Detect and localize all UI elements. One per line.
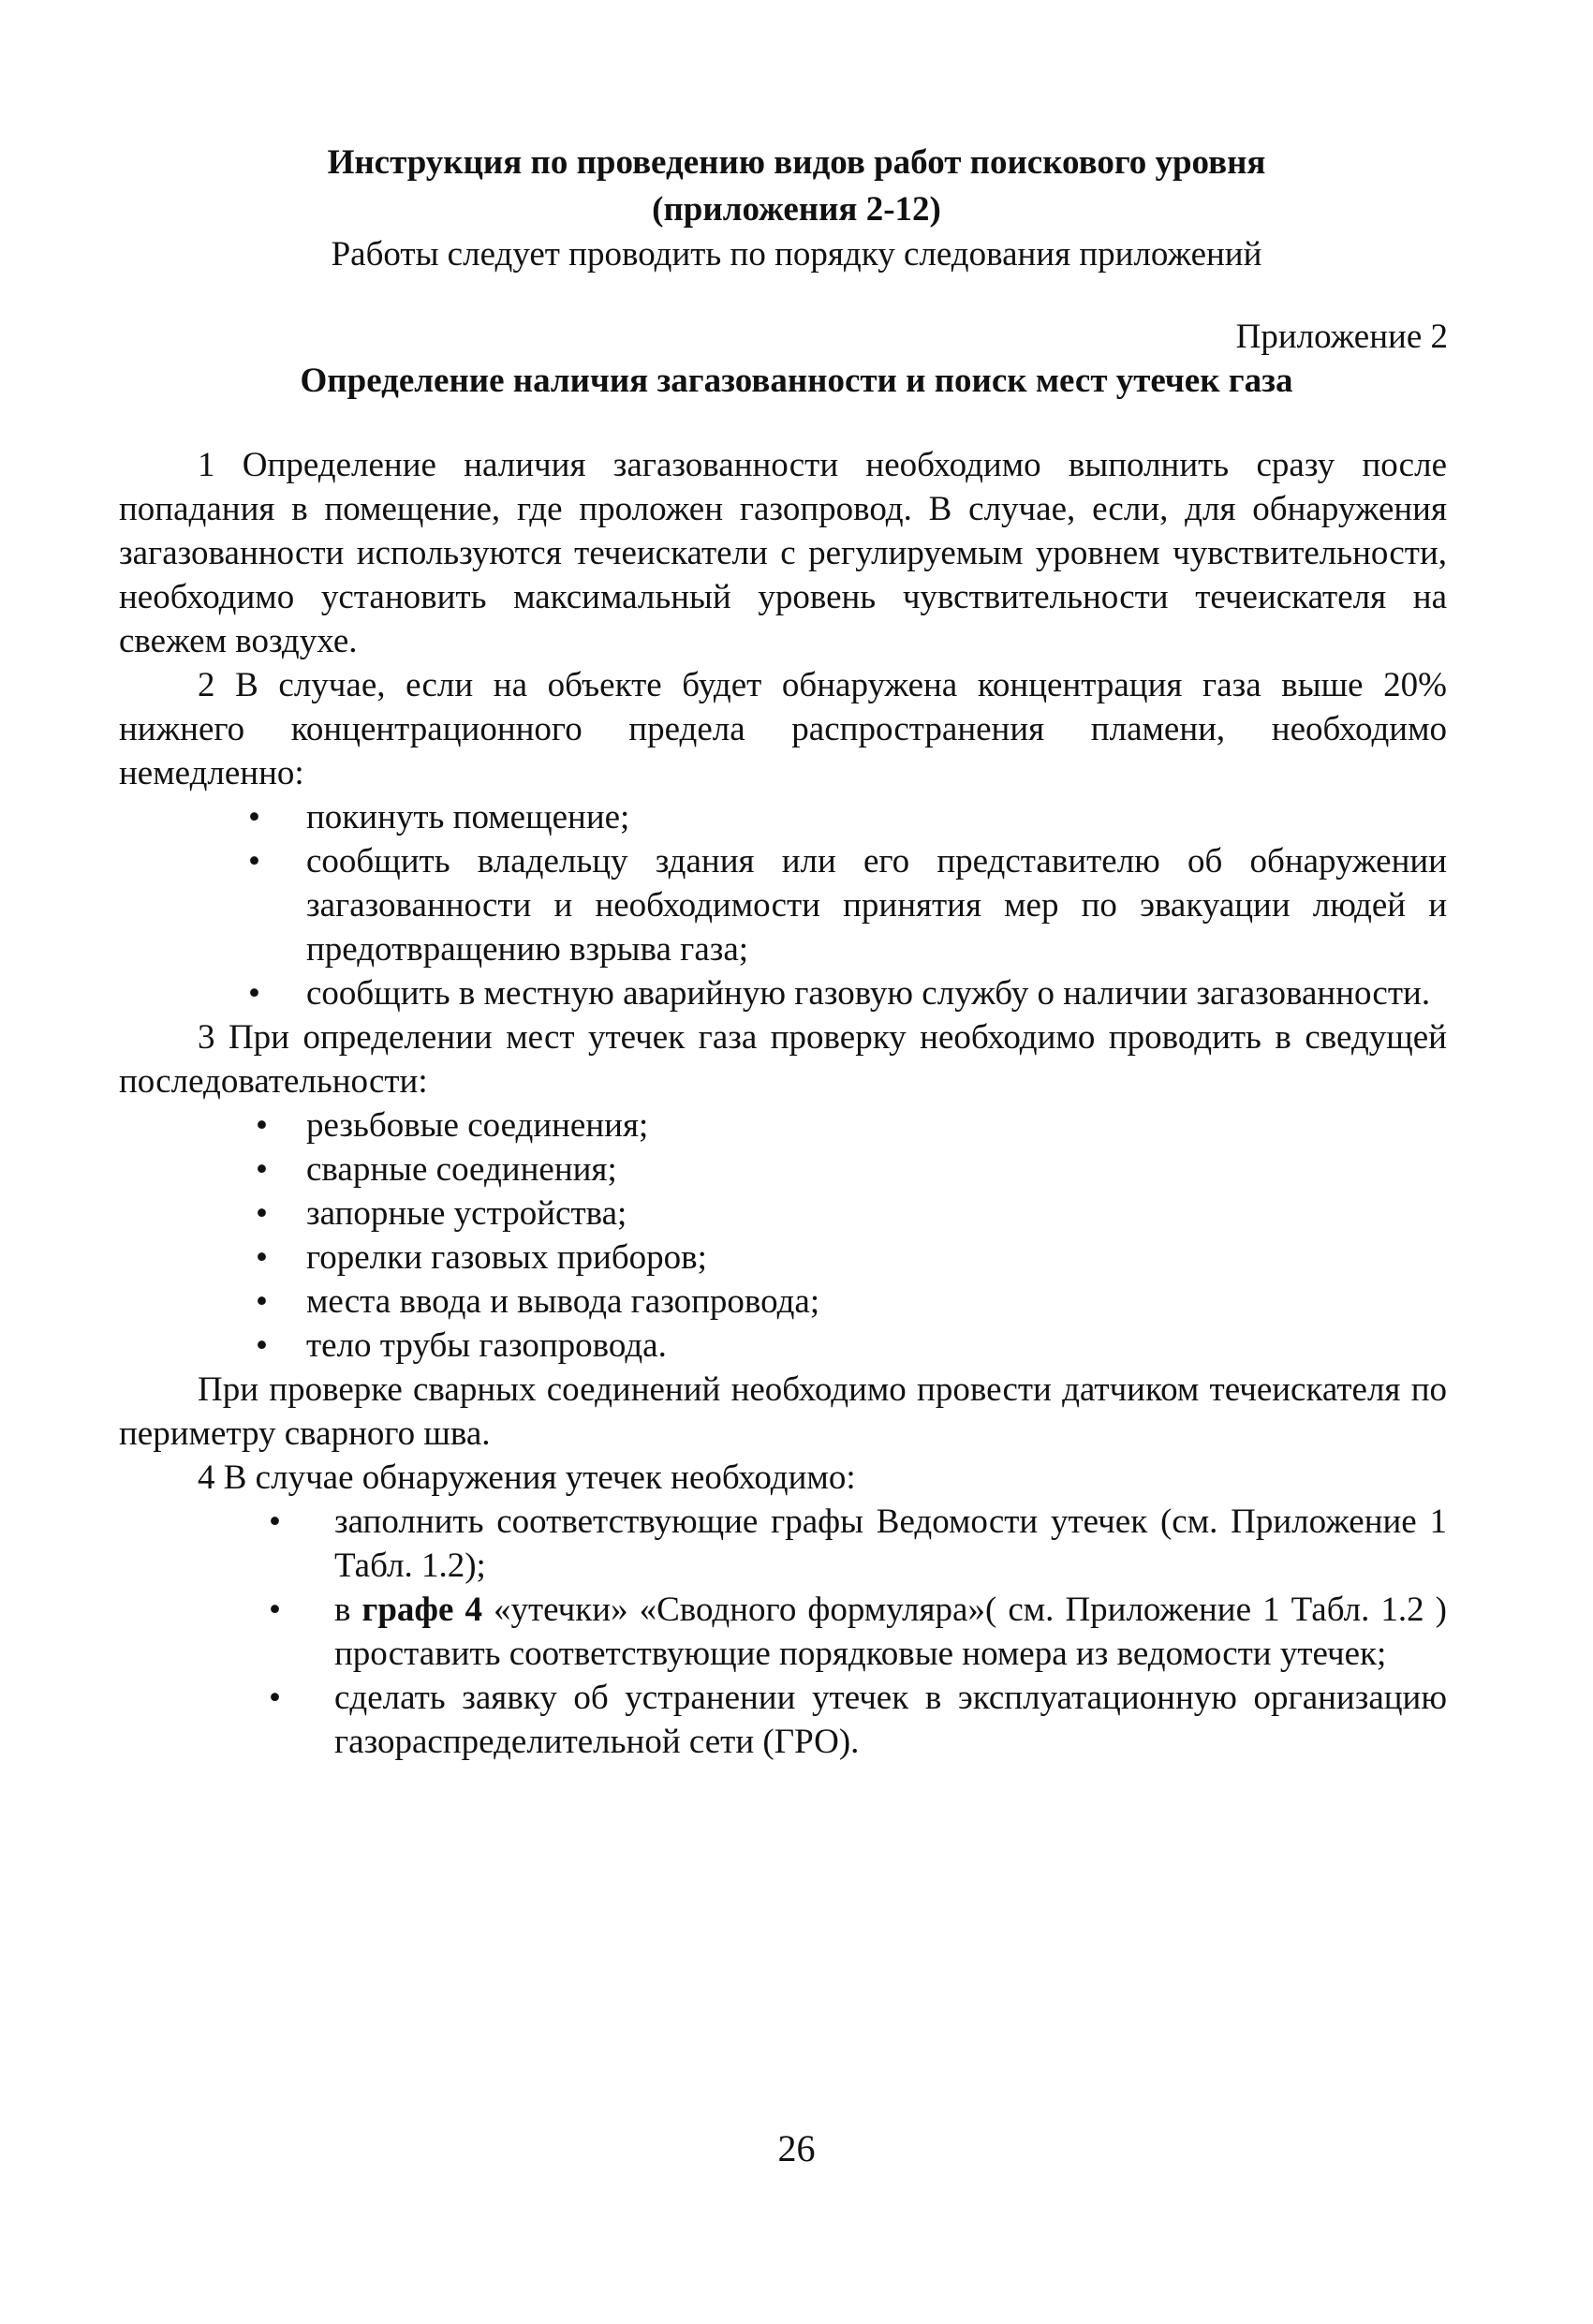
list-item-text: запорные устройства; <box>306 1194 627 1233</box>
list-item <box>119 839 1447 971</box>
list-item-text: места ввода и вывода газопровода; <box>306 1282 820 1321</box>
list-item <box>119 971 1447 1015</box>
list-item <box>119 1147 1447 1192</box>
paragraph-4: 4 В случае обнаружения утечек необходимо: <box>198 1458 856 1497</box>
bullet-icon: • <box>269 1679 281 1717</box>
list-item-text: заполнить соответствующие графы Ведомости утечек (см. Приложение 1 Табл. 1.2); <box>334 1502 1447 1585</box>
list-item-text: сделать заявку об устранении утечек в эксплуатационную организацию газораспределительной сети (ГРО). <box>334 1679 1447 1761</box>
bullet-icon: • <box>256 1238 268 1277</box>
bullet-icon: • <box>269 1591 281 1629</box>
immediate-actions-list <box>119 795 1447 1015</box>
bullet-icon: • <box>256 1282 268 1321</box>
check-sequence-list <box>119 1103 1447 1368</box>
appendix-title: Определение наличия загазованности и поиск мест утечек газа <box>300 362 1293 400</box>
list-item-text-rest: «утечки» «Сводного формуляра»( см. Приложение 1 Табл. 1.2 ) проставить соответствующие порядковые номера из ведомости утечек; <box>334 1591 1447 1673</box>
bullet-icon: • <box>256 1194 268 1233</box>
paragraph-3: 3 При определении мест утечек газа проверку необходимо проводить в сведущей последовательности: <box>119 1018 1447 1101</box>
list-item <box>119 1192 1447 1236</box>
paragraph-3-note: При проверке сварных соединений необходимо провести датчиком течеискателя по периметру сварного шва. <box>119 1370 1447 1453</box>
list-item-text: сообщить владельцу здания или его представителю об обнаружении загазованности и необходимости принятия мер по эвакуации людей и предотвращению взрыва газа; <box>306 842 1447 969</box>
document-body <box>119 443 1447 1764</box>
list-item-text: горелки газовых приборов; <box>306 1238 707 1277</box>
bullet-icon: • <box>248 798 260 836</box>
list-item <box>119 795 1447 839</box>
page-number: 26 <box>777 2127 816 2169</box>
document-title-line1: Инструкция по проведению видов работ поискового уровня <box>327 143 1266 182</box>
list-item-text: сообщить в местную аварийную газовую службу о наличии загазованности. <box>306 974 1431 1013</box>
document-title-line2: (приложения 2-12) <box>652 190 941 229</box>
list-item <box>119 1280 1447 1324</box>
list-item-text: покинуть помещение; <box>306 798 630 836</box>
bullet-icon: • <box>248 842 260 881</box>
list-item <box>119 1324 1447 1368</box>
list-item-text-prefix: в <box>334 1591 362 1629</box>
list-item-text-bold: графе 4 <box>361 1591 482 1629</box>
list-item-text: сварные соединения; <box>306 1150 617 1189</box>
list-item <box>119 1676 1447 1764</box>
bullet-icon: • <box>256 1106 268 1145</box>
list-item <box>119 1500 1447 1588</box>
bullet-icon: • <box>269 1502 281 1541</box>
list-item-text: резьбовые соединения; <box>306 1106 649 1145</box>
paragraph-2: 2 В случае, если на объекте будет обнаружена концентрация газа выше 20% нижнего концентрационного предела распространения пламени, необходимо немедленно: <box>119 666 1447 792</box>
bullet-icon: • <box>256 1150 268 1189</box>
paragraph-1: 1 Определение наличия загазованности необходимо выполнить сразу после попадания в помещение, где проложен газопровод. В случае, если, для обнаружения загазованности используются течеискатели с регулируемым уровнем чувствительности, необходимо установить максимальный уровень чувствительности течеискателя на свежем воздухе. <box>119 446 1447 660</box>
list-item <box>119 1236 1447 1280</box>
bullet-icon: • <box>248 974 260 1013</box>
list-item-text: тело трубы газопровода. <box>306 1326 667 1365</box>
list-item <box>119 1103 1447 1147</box>
bullet-icon: • <box>256 1326 268 1365</box>
leak-actions-list <box>119 1500 1447 1764</box>
document-subtitle: Работы следует проводить по порядку следования приложений <box>331 235 1262 274</box>
appendix-label: Приложение 2 <box>1235 318 1448 356</box>
list-item <box>119 1588 1447 1676</box>
